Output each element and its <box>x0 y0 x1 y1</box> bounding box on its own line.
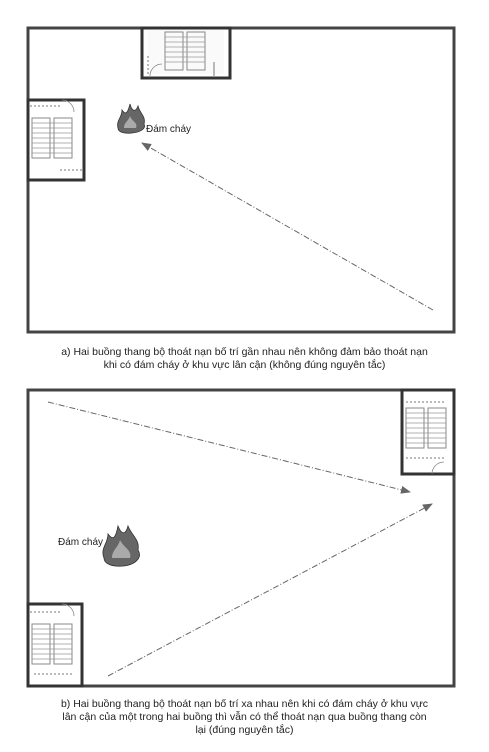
diagram-a <box>28 28 454 332</box>
caption-line: lại (đúng nguyên tắc) <box>195 724 294 736</box>
diagram-b <box>28 390 454 686</box>
staircase-top-right <box>402 390 454 474</box>
caption-line: lân cận của một trong hai buồng thì vẫn có thể thoát nạn qua buồng thang còn <box>62 711 427 723</box>
fire-icon <box>103 526 140 566</box>
caption-a <box>8 346 481 372</box>
caption-b <box>8 698 481 737</box>
staircase-top <box>142 28 230 78</box>
caption-line: b) Hai buồng thang bộ thoát nạn bố trí xa nhau nên khi có đám cháy ở khu vực <box>60 698 429 710</box>
escape-route-arrow <box>142 143 433 310</box>
staircase-bottom-left <box>28 604 82 686</box>
fire-label: Đám cháy <box>146 124 192 135</box>
escape-route-arrow <box>48 402 410 492</box>
caption-line: khi có đám cháy ở khu vực lân cận (không đúng nguyên tắc) <box>103 359 386 371</box>
fire-icon <box>118 104 145 133</box>
staircase-left <box>28 100 84 180</box>
floor-plan-outline <box>28 28 454 332</box>
escape-route-arrow <box>108 504 432 676</box>
caption-line: a) Hai buồng thang bộ thoát nạn bố trí gần nhau nên không đảm bảo thoát nạn <box>61 346 428 358</box>
fire-label: Đám cháy <box>58 537 104 548</box>
